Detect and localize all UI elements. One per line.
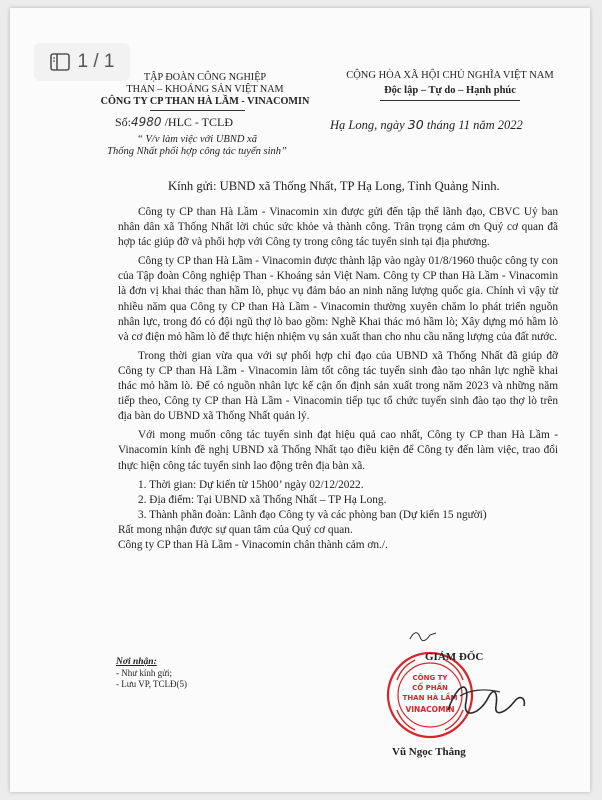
company-underline [150, 110, 245, 111]
motto-underline [380, 100, 520, 101]
closing-line-1: Rất mong nhận được sự quan tâm của Quý cơ quan. [118, 523, 353, 536]
company-name: CÔNG TY CP THAN HÀ LẦM - VINACOMIN [100, 96, 310, 107]
header-left-line2: THAN – KHOÁNG SẢN VIỆT NAM [126, 84, 284, 95]
page-panel-icon [50, 53, 70, 71]
svg-text:THAN HÀ LẦM: THAN HÀ LẦM [402, 694, 458, 702]
signature-title: GIÁM ĐỐC [425, 651, 484, 663]
recipient-line: Kính gửi: UBND xã Thống Nhất, TP Hạ Long, Tỉnh Quảng Ninh. [168, 179, 500, 193]
motto: Độc lập – Tự do – Hạnh phúc [384, 85, 516, 96]
paragraph-3: Trong thời gian vừa qua với sự phối hợp chỉ đạo của UBND xã Thống Nhất đã giúp đỡ Công ty CP than Hà Lầm - Vinacomin làm tốt công tác tuyển sinh đào tạo nhân lực nghề khai thác mỏ hầm lò. Để có nguồn nhân lực kế cận ổn định sản xuất trong năm 2023 và những năm tiếp theo, Công ty CP than Hà Lầm - Vinacomin tiếp tục tổ chức tuyển sinh đào tạo thợ lò trên địa bàn do UBND xã Thống Nhất quản lý. [118, 349, 558, 423]
list-item-delegation: 3. Thành phần đoàn: Lãnh đạo Công ty và các phòng ban (Dự kiến 15 người) [138, 508, 487, 521]
recipients-line-1: - Như kính gửi; [116, 668, 173, 678]
list-item-location: 2. Địa điểm: Tại UBND xã Thống Nhất – TP Hạ Long. [138, 493, 387, 506]
doc-number-prefix: Số: [115, 115, 132, 129]
date-prefix: Hạ Long, ngày [330, 118, 405, 132]
country-name: CỘNG HÒA XÃ HỘI CHỦ NGHĨA VIỆT NAM [346, 70, 554, 81]
doc-number-suffix: /HLC - TCLĐ [164, 115, 234, 129]
director-signature [440, 662, 530, 732]
recipients-line-2: - Lưu VP, TCLĐ(5) [116, 679, 188, 689]
svg-text:CỔ PHẦN: CỔ PHẦN [412, 684, 448, 692]
date-day: 30 [407, 117, 424, 132]
page-indicator-text: 1 / 1 [77, 51, 115, 72]
page-indicator[interactable] [34, 43, 130, 81]
header-left-line1: TẬP ĐOÀN CÔNG NGHIỆP [143, 72, 267, 83]
document-number [115, 115, 233, 130]
svg-text:CÔNG TY: CÔNG TY [412, 674, 448, 682]
recipients-block [116, 657, 187, 690]
initial-signature [408, 629, 438, 643]
closing-line-2: Công ty CP than Hà Lầm - Vinacomin chân thành cảm ơn./. [118, 538, 388, 551]
document-date [330, 117, 523, 133]
paragraph-2: Công ty CP than Hà Lầm - Vinacomin được thành lập vào ngày 01/8/1960 thuộc công ty con của Tập đoàn Công nghiệp Than - Khoáng sản Việt Nam. Công ty CP than Hà Lầm - Vinacomin là đơn vị khai thác than hầm lò, phục vụ đảm bảo an ninh năng lượng quốc gia. Chính vì vậy từ nhiều năm qua Công ty CP than Hà Lầm - Vinacomin thường xuyên chăm lo phát triển nguồn nhân lực, trong đó có đội ngũ thợ lò bao gồm: Nghề Khai thác mỏ hầm lò; Xây dựng mỏ hầm lò và cơ điện mỏ hầm lò để thực hiện nhiệm vụ sản xuất than cho nhu cầu năng lượng của đất nước. [118, 255, 558, 343]
paragraph-1: Công ty CP than Hà Lầm - Vinacomin xin được gửi đến tập thể lãnh đạo, CBVC Uỷ ban nhân dân xã Thống Nhất lời chúc sức khỏe và thành công. Trân trọng cảm ơn Quý cơ quan đã hợp tác giúp đỡ và phối hợp với Công ty trong công tác tuyển sinh tại địa phương. [118, 206, 558, 249]
subject-line1: “ V/v làm việc với UBND xã [137, 134, 257, 145]
doc-number-handwritten: 4980 [131, 115, 162, 129]
paragraph-4: Với mong muốn công tác tuyển sinh đạt hiệu quả cao nhất, Công ty CP than Hà Lầm - Vinacomin kính đề nghị UBND xã Thống Nhất tạo điều kiện để Công ty đến làm việc, trao đổi thực hiện công tác tuyển sinh lao động trên địa bàn xã. [118, 429, 558, 472]
header-right [320, 68, 580, 98]
signer-name: Vũ Ngọc Thắng [392, 746, 466, 758]
letter-body [118, 205, 558, 553]
subject-line2: Thống Nhất phối hợp công tác tuyển sinh” [107, 146, 287, 157]
list-item-time: 1. Thời gian: Dự kiến từ 15h00’ ngày 02/12/2022. [138, 478, 364, 491]
subject [72, 134, 322, 158]
svg-text:VINACOMIN: VINACOMIN [405, 705, 455, 714]
date-rest: tháng 11 năm 2022 [426, 118, 523, 132]
recipients-title: Nơi nhận: [116, 657, 157, 667]
